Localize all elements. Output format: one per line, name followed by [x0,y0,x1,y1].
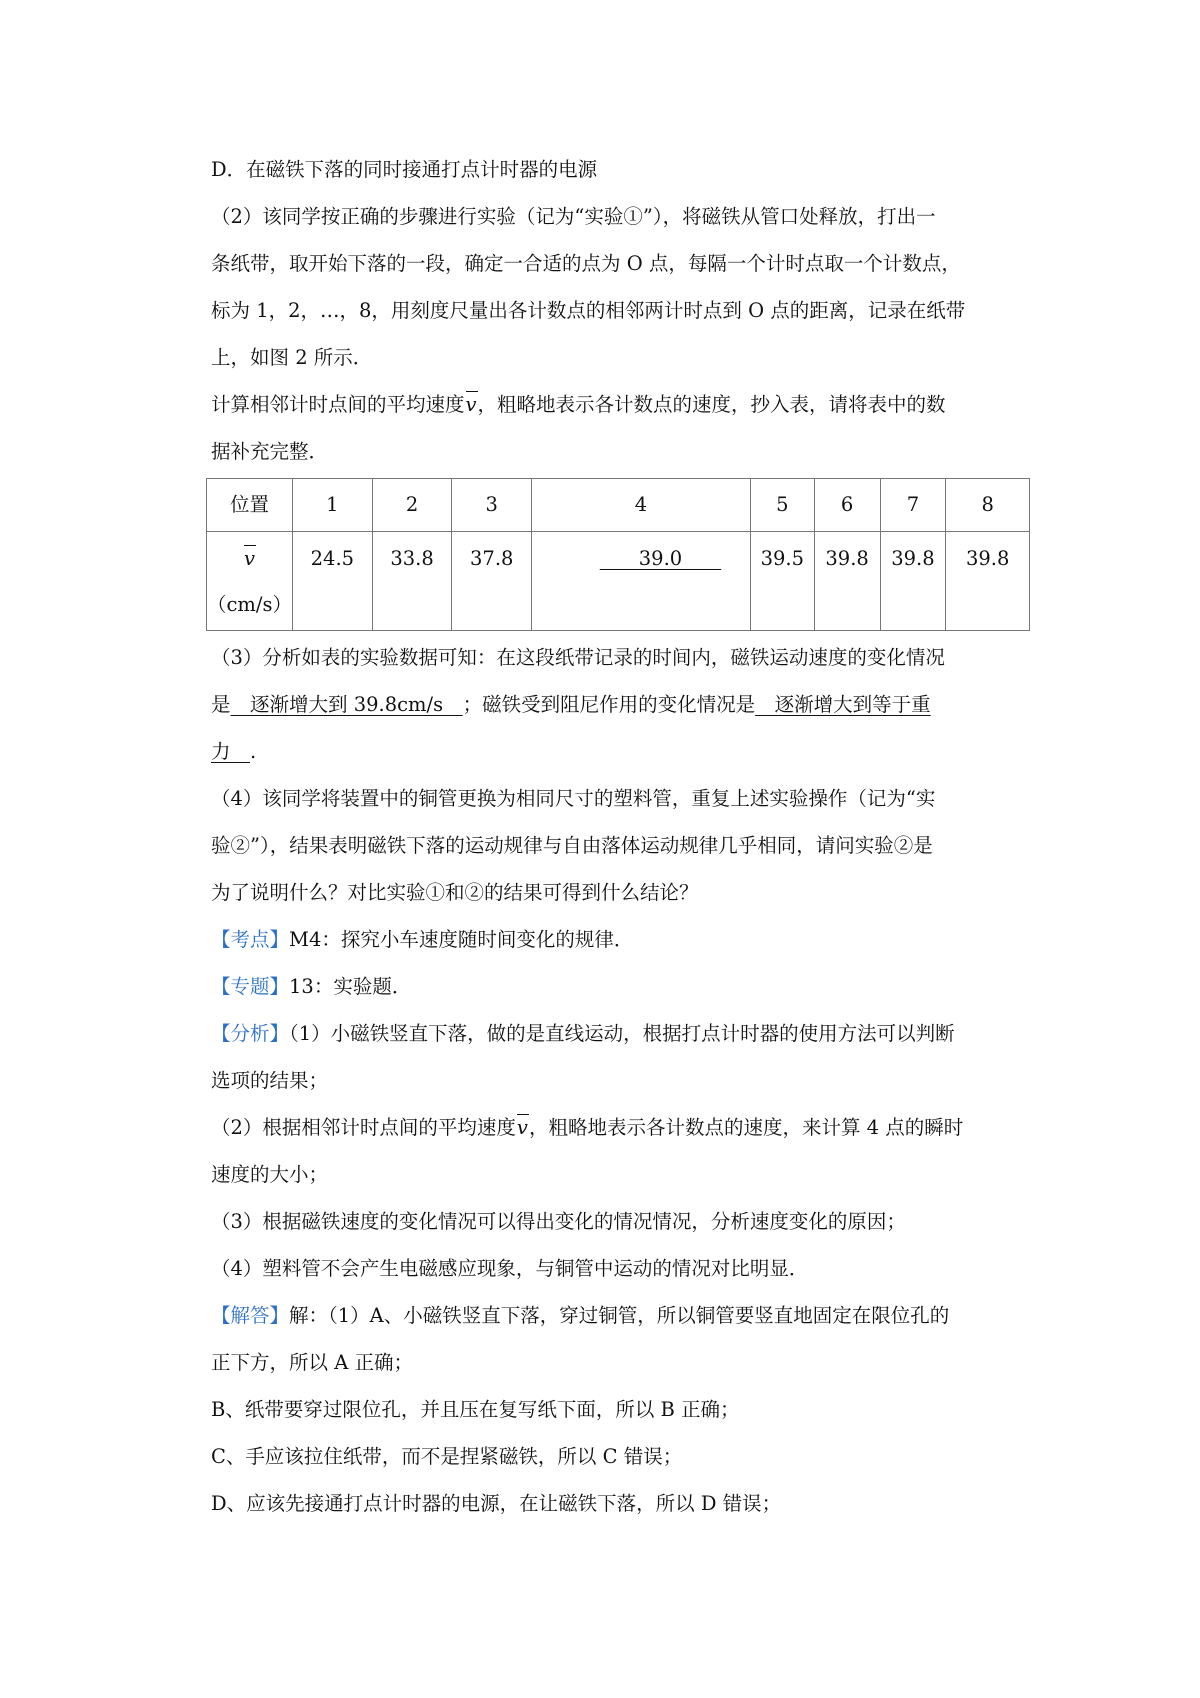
position-cell: 6 [814,479,880,532]
question-2-line-5 [211,390,1031,420]
fenxi-line-1 [211,1019,1031,1049]
question-3-line-1: （3）分析如表的实验数据可知：在这段纸带记录的时间内，磁铁运动速度的变化情况 [211,646,945,669]
text-segment: （2）根据相邻计时点间的平均速度 [211,1116,516,1139]
velocity-value: 37.8 [470,547,514,570]
jieda-line-4: C、手应该拉住纸带，而不是捏紧磁铁，所以 C 错误； [211,1445,683,1468]
velocity-value: 39.8 [825,547,869,570]
question-3-line-2 [211,690,1031,720]
position-cell: 5 [750,479,814,532]
question-2-line-3: 标为 1，2，…，8，用刻度尺量出各计数点的相邻两计时点到 O 点的距离，记录在纸带 [211,299,966,322]
text-segment: 解：（1）A、小磁铁竖直下落，穿过铜管，所以铜管要竖直地固定在限位孔的 [289,1304,950,1327]
velocity-answer-value: 39.0 [599,547,722,570]
table-velocity-row [207,532,1030,631]
answer-underline: 逐渐增大到等于重 [755,693,931,716]
question-3-line-3 [211,737,1031,767]
question-4-line-1: （4）该同学将装置中的铜管更换为相同尺寸的塑料管，重复上述实验操作（记为“实 [211,787,936,810]
fenxi-line-4: 速度的大小； [211,1163,329,1186]
position-cell: 3 [452,479,532,532]
jieda-line-5: D、应该先接通打点计时器的电源，在让磁铁下落，所以 D 错误； [211,1492,782,1515]
text-segment: 是 [211,693,231,716]
v-bar-symbol: v [243,544,256,574]
kaodian-tag: 【考点】 [211,928,290,951]
fenxi-line-6: （4）塑料管不会产生电磁感应现象，与铜管中运动的情况对比明显． [211,1257,809,1280]
velocity-value: 39.8 [891,547,935,570]
position-cell: 4 [532,479,751,532]
question-4-line-3: 为了说明什么？对比实验①和②的结果可得到什么结论？ [211,881,699,904]
text-segment: 计算相邻计时点间的平均速度 [211,393,465,416]
question-2-line-4: 上，如图 2 所示． [211,346,373,369]
text-segment: ；磁铁受到阻尼作用的变化情况是 [462,693,756,716]
text-segment: （1）小磁铁竖直下落，做的是直线运动，根据打点计时器的使用方法可以判断 [289,1022,955,1045]
jieda-line-3: B、纸带要穿过限位孔，并且压在复写纸下面，所以 B 正确； [211,1398,740,1421]
velocity-value: 39.8 [965,547,1010,570]
velocity-cell [532,532,751,631]
velocity-cell [372,532,452,631]
answer-underline: 力 [211,740,251,763]
option-d-text: D．在磁铁下落的同时接通打点计时器的电源 [211,158,598,181]
position-cell: 8 [946,479,1030,532]
question-2-line-6: 据补充完整． [211,440,329,463]
velocity-cell [293,532,373,631]
position-cell: 1 [293,479,373,532]
question-4-line-2: 验②”），结果表明磁铁下落的运动规律与自由落体运动规律几乎相同，请问实验②是 [211,834,933,857]
table-header-row [207,479,1030,532]
fenxi-line-2: 选项的结果； [211,1069,329,1092]
velocity-value: 39.5 [760,547,804,570]
velocity-cell [750,532,814,631]
position-cell: 7 [880,479,946,532]
question-2-line-2: 条纸带，取开始下落的一段，确定一合适的点为 O 点，每隔一个计时点取一个计数点， [211,252,961,275]
question-2-line-1: （2）该同学按正确的步骤进行实验（记为“实验①”），将磁铁从管口处释放，打出一 [211,205,936,228]
answer-underline: 逐渐增大到 39.8cm/s [230,693,463,716]
velocity-cell [814,532,880,631]
velocity-value: 33.8 [390,547,434,570]
fenxi-line-3 [211,1113,1031,1143]
v-bar-symbol: v [465,390,478,420]
velocity-cell [946,532,1030,631]
kaodian-line [211,925,1031,955]
text-segment: 13：实验题． [289,975,412,998]
position-cell: 2 [372,479,452,532]
velocity-table [206,478,1030,631]
fenxi-tag: 【分析】 [211,1022,290,1045]
jieda-tag: 【解答】 [211,1304,290,1327]
jieda-line-1 [211,1301,1031,1331]
text-segment: ，粗略地表示各计数点的速度，来计算 4 点的瞬时 [528,1116,964,1139]
text-segment: ，粗略地表示各计数点的速度，抄入表，请将表中的数 [477,393,946,416]
text-segment: . [250,740,257,763]
jieda-line-2: 正下方，所以 A 正确； [211,1351,413,1374]
velocity-cell [880,532,946,631]
v-bar-symbol: v [516,1113,529,1143]
fenxi-line-5: （3）根据磁铁速度的变化情况可以得出变化的情况情况，分析速度变化的原因； [211,1210,906,1233]
velocity-cell [452,532,532,631]
zhuanti-tag: 【专题】 [211,975,290,998]
unit-label: （cm/s） [207,593,292,616]
zhuanti-line [211,972,1031,1002]
velocity-value: 24.5 [310,547,355,570]
v-symbol-wrap [207,544,292,574]
table-header-cell: 位置 [207,479,293,532]
velocity-label-cell [207,532,293,631]
text-segment: M4：探究小车速度随时间变化的规律． [289,928,634,951]
